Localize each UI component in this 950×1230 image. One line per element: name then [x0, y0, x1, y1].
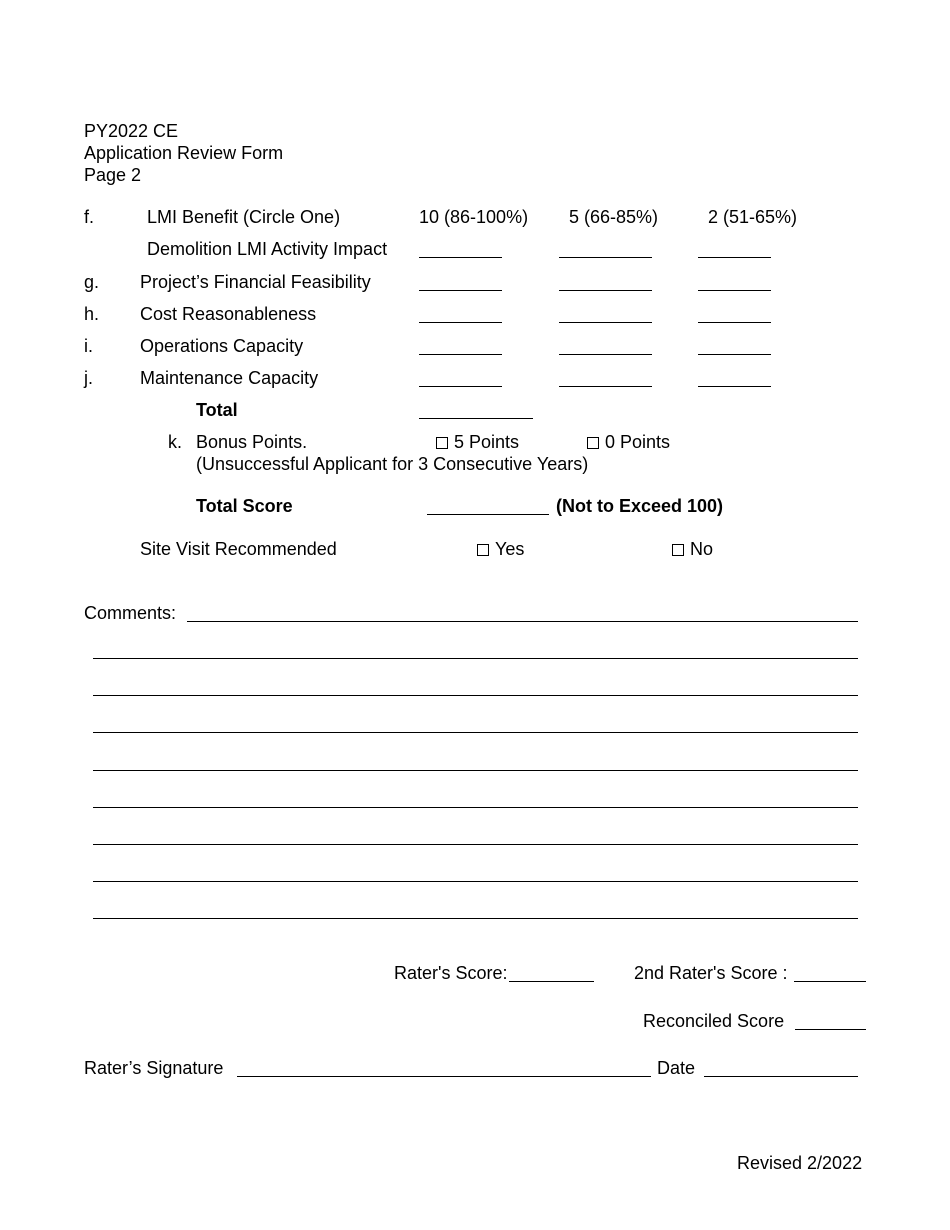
checkbox-icon[interactable] [587, 437, 599, 449]
row-letter-k: k. [168, 432, 183, 452]
site-visit-yes-option[interactable] [477, 540, 524, 558]
comments-line[interactable] [187, 621, 858, 622]
row-letter-j: j. [84, 368, 93, 388]
total-score-blank[interactable] [427, 514, 549, 515]
comments-line[interactable] [93, 918, 858, 919]
raters-score-label: Rater's Score: [394, 963, 508, 983]
row-label-financial-feasibility: Project’s Financial Feasibility [140, 272, 371, 292]
column-10-points[interactable]: 10 (86-100%) [419, 207, 529, 227]
comments-line[interactable] [93, 658, 858, 659]
comments-line[interactable] [93, 807, 858, 808]
comments-line[interactable] [93, 732, 858, 733]
raters-score-blank[interactable] [509, 981, 594, 982]
bonus-0-points-option[interactable] [587, 433, 670, 451]
site-visit-no-option[interactable] [672, 540, 713, 558]
site-visit-no-label: No [690, 539, 714, 559]
checkbox-icon[interactable] [436, 437, 448, 449]
comments-line[interactable] [93, 695, 858, 696]
row-letter-g: g. [84, 272, 100, 292]
comments-line[interactable] [93, 770, 858, 771]
form-title: Application Review Form [84, 143, 284, 163]
row-label-demolition-impact: Demolition LMI Activity Impact [147, 239, 388, 259]
signature-blank[interactable] [237, 1076, 651, 1077]
operations-2-blank[interactable] [698, 354, 771, 355]
row-letter-h: h. [84, 304, 100, 324]
site-visit-yes-label: Yes [495, 539, 525, 559]
bonus-0-points-label: 0 Points [605, 432, 671, 452]
page-number: Page 2 [84, 165, 142, 185]
row-letter-i: i. [84, 336, 93, 356]
bonus-5-points-label: 5 Points [454, 432, 520, 452]
second-raters-score-blank[interactable] [794, 981, 866, 982]
checkbox-icon[interactable] [477, 544, 489, 556]
signature-label: Rater’s Signature [84, 1058, 224, 1078]
maintenance-5-blank[interactable] [559, 386, 652, 387]
total-blank[interactable] [419, 418, 533, 419]
column-5-points[interactable]: 5 (66-85%) [569, 207, 659, 227]
form-code: PY2022 CE [84, 121, 179, 141]
total-score-note: (Not to Exceed 100) [556, 496, 724, 516]
bonus-points-note: (Unsuccessful Applicant for 3 Consecutive Years) [196, 454, 589, 474]
revision-note: Revised 2/2022 [737, 1153, 863, 1173]
row-label-cost-reasonableness: Cost Reasonableness [140, 304, 317, 324]
date-blank[interactable] [704, 1076, 858, 1077]
row-label-operations-capacity: Operations Capacity [140, 336, 304, 356]
operations-5-blank[interactable] [559, 354, 652, 355]
total-label: Total [196, 400, 238, 420]
cost-10-blank[interactable] [419, 322, 502, 323]
row-letter-f: f. [84, 207, 95, 227]
demolition-10-blank[interactable] [419, 257, 502, 258]
operations-10-blank[interactable] [419, 354, 502, 355]
maintenance-2-blank[interactable] [698, 386, 771, 387]
second-raters-score-label: 2nd Rater's Score : [634, 963, 788, 983]
feasibility-2-blank[interactable] [698, 290, 771, 291]
comments-line[interactable] [93, 844, 858, 845]
column-2-points[interactable]: 2 (51-65%) [708, 207, 798, 227]
demolition-5-blank[interactable] [559, 257, 652, 258]
cost-2-blank[interactable] [698, 322, 771, 323]
feasibility-10-blank[interactable] [419, 290, 502, 291]
feasibility-5-blank[interactable] [559, 290, 652, 291]
site-visit-label: Site Visit Recommended [140, 539, 337, 559]
comments-line[interactable] [93, 881, 858, 882]
row-label-lmi-benefit: LMI Benefit (Circle One) [147, 207, 341, 227]
reconciled-score-label: Reconciled Score [643, 1011, 785, 1031]
checkbox-icon[interactable] [672, 544, 684, 556]
demolition-2-blank[interactable] [698, 257, 771, 258]
bonus-5-points-option[interactable] [436, 433, 519, 451]
total-score-label: Total Score [196, 496, 293, 516]
maintenance-10-blank[interactable] [419, 386, 502, 387]
bonus-points-label: Bonus Points. [196, 432, 308, 452]
comments-label: Comments: [84, 603, 177, 623]
reconciled-score-blank[interactable] [795, 1029, 866, 1030]
row-label-maintenance-capacity: Maintenance Capacity [140, 368, 319, 388]
date-label: Date [657, 1058, 696, 1078]
cost-5-blank[interactable] [559, 322, 652, 323]
